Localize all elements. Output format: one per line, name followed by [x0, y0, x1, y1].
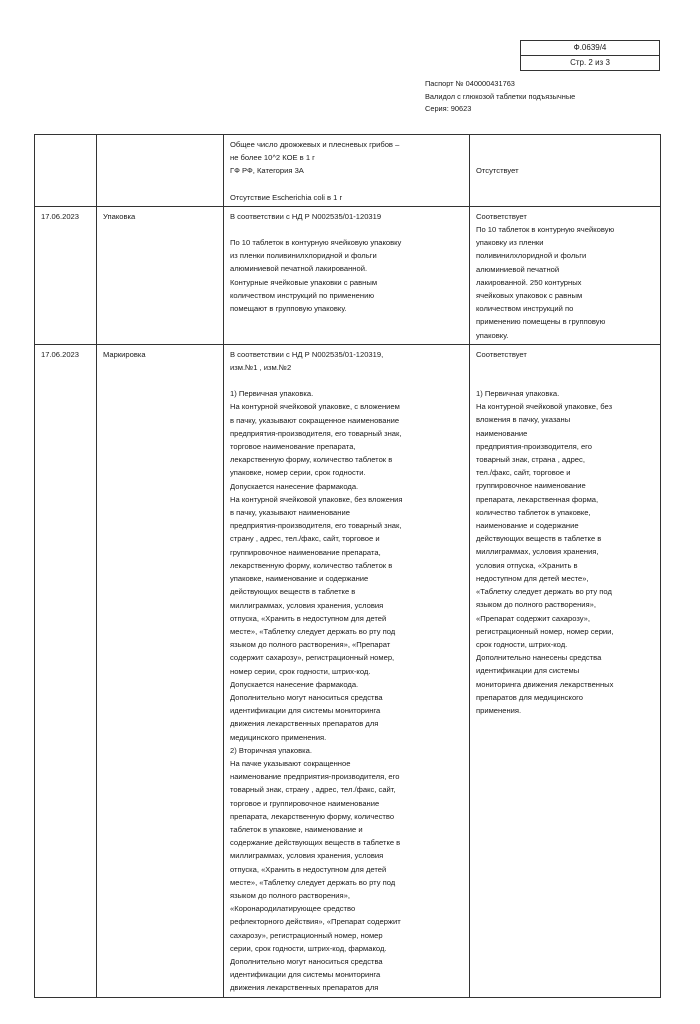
requirement-cell	[224, 206, 470, 344]
table-row	[35, 135, 661, 207]
result-line: Соответствует	[476, 349, 527, 359]
result-line: товарный знак, страна , адрес,	[476, 455, 585, 465]
result-line: препаратов для медицинского	[476, 692, 584, 702]
result-line: поливинилхлоридной и фольги	[476, 251, 587, 261]
parameter-cell	[97, 135, 224, 207]
requirement-line: рефлекторного действия», «Препарат содержит	[230, 917, 401, 927]
requirement-line: месте», «Таблетку следует держать во рту под	[230, 626, 396, 636]
requirement-cell	[224, 344, 470, 997]
result-cell	[470, 344, 661, 997]
result-line: наименование	[476, 428, 528, 438]
requirement-line: содержит сахарозу», регистрационный номер,	[230, 653, 395, 663]
requirement-line: торговое и группировочное наименование	[230, 798, 380, 808]
result-line: тел./факс, сайт, торговое и	[476, 468, 571, 478]
requirement-line: Общее число дрожжевых и плесневых грибов –	[230, 140, 400, 149]
requirement-line: из пленки поливинилхлоридной и фольги	[230, 251, 377, 261]
requirement-line: По 10 таблеток в контурную ячейковую упаковку	[230, 238, 402, 248]
requirement-line: миллиграммах, условия хранения, условия	[230, 600, 384, 610]
requirement-line: движения лекарственных препаратов для	[230, 719, 379, 729]
result-line: регистрационный номер, номер серии,	[476, 626, 614, 636]
result-line: языком до полного растворения»,	[476, 600, 596, 610]
result-line: количеством инструкций по	[476, 304, 574, 314]
requirement-line	[230, 178, 465, 191]
requirement-line: предприятия-производителя, его товарный знак,	[230, 521, 402, 531]
requirement-line: Допускается нанесение фармакода.	[230, 679, 359, 689]
result-line: вложения в пачку, указаны	[476, 415, 571, 425]
result-line: условия отпуска, «Хранить в	[476, 560, 578, 570]
page-number: Стр. 2 из 3	[521, 55, 659, 70]
requirement-line: Дополнительно могут наноситься средства	[230, 956, 383, 966]
result-line: применения.	[476, 705, 522, 715]
requirement-line: движения лекарственных препаратов для	[230, 983, 379, 993]
requirement-line: серии, срок годности, штрих-код, фармакод.	[230, 943, 387, 953]
requirement-line: На контурной ячейковой упаковке, без вложения	[230, 494, 403, 504]
requirement-line: таблеток в упаковке, наименование и	[230, 824, 363, 834]
result-line: применению помещены в групповую	[476, 317, 606, 327]
requirement-line: в пачку, указывают сокращенное наименование	[230, 415, 400, 425]
requirement-line: отпуска, «Хранить в недоступном для детей	[230, 613, 387, 623]
result-line: количество таблеток в упаковке,	[476, 507, 591, 517]
result-line: предприятия-производителя, его	[476, 441, 593, 451]
requirement-line: количеством инструкций по применению	[230, 290, 375, 300]
passport-header	[425, 78, 575, 116]
requirement-line: наименование предприятия-производителя, его	[230, 772, 400, 782]
result-line	[476, 374, 656, 387]
requirement-line: содержание действующих веществ в таблетке в	[230, 838, 401, 848]
table-row	[35, 206, 661, 344]
result-line: «Таблетку следует держать во рту под	[476, 587, 612, 597]
requirement-line: идентификации для системы мониторинга	[230, 706, 381, 716]
requirement-line: Контурные ячейковые упаковки с равным	[230, 277, 378, 287]
result-line: упаковку из пленки	[476, 238, 544, 248]
requirement-line: алюминиевой печатной лакированной.	[230, 264, 368, 274]
date-cell: 17.06.2023	[35, 344, 97, 997]
requirement-line: В соответствии с НД Р N002535/01-120319	[230, 211, 382, 221]
date-cell: 17.06.2023	[35, 206, 97, 344]
result-line: Соответствует	[476, 211, 527, 221]
requirement-line: ГФ РФ, Категория 3А	[230, 166, 304, 176]
result-line: препарата, лекарственная форма,	[476, 494, 599, 504]
result-line: действующих веществ в таблетке в	[476, 534, 602, 544]
requirement-line: действующих веществ в таблетке в	[230, 587, 356, 597]
requirement-line: торговое наименование препарата,	[230, 442, 356, 452]
requirement-line: лекарственную форму, количество таблеток в	[230, 560, 393, 570]
form-code: Ф.0639/4	[573, 43, 607, 52]
requirement-line: группировочное наименование препарата,	[230, 547, 381, 557]
requirement-line: На пачке указывают сокращенное	[230, 758, 351, 768]
result-line: недоступном для детей месте»,	[476, 573, 589, 583]
series-number: Серия: 90623	[425, 104, 472, 113]
result-line: мониторинга движения лекарственных	[476, 679, 614, 689]
requirement-line: номер серии, срок годности, штрих-код.	[230, 666, 371, 676]
result-line	[476, 138, 656, 151]
requirement-line: Отсутствие Escherichia coli в 1 г	[230, 192, 343, 202]
date-cell	[35, 135, 97, 207]
requirement-line: идентификации для системы мониторинга	[230, 970, 381, 980]
requirement-line: предприятия-производителя, его товарный знак,	[230, 428, 402, 438]
requirement-cell	[224, 135, 470, 207]
result-line: лакированной. 250 контурных	[476, 277, 582, 287]
requirement-line: На контурной ячейковой упаковке, с вложением	[230, 402, 400, 412]
result-line: срок годности, штрих-код.	[476, 639, 568, 649]
requirement-line: товарный знак, страну , адрес, тел./факс, сайт,	[230, 785, 396, 795]
result-line: упаковку.	[476, 330, 509, 340]
requirement-line: не более 10^2 КОЕ в 1 г	[230, 153, 315, 163]
requirement-line: 2) Вторичная упаковка.	[230, 745, 312, 755]
requirement-line: препарата, лекарственную форму, количество	[230, 811, 395, 821]
requirement-line: лекарственную форму, количество таблеток в	[230, 455, 393, 465]
result-line	[476, 151, 656, 164]
requirement-line: в пачку, указывают наименование	[230, 508, 350, 518]
requirement-line: Дополнительно могут наноситься средства	[230, 692, 383, 702]
requirement-line: Допускается нанесение фармакода.	[230, 481, 359, 491]
result-line: алюминиевой печатной	[476, 264, 560, 274]
requirement-line: медицинского применения.	[230, 732, 327, 742]
requirement-line	[230, 223, 465, 236]
result-line: группировочное наименование	[476, 481, 586, 491]
result-cell	[470, 206, 661, 344]
requirement-line: В соответствии с НД Р N002535/01-120319,	[230, 349, 384, 359]
requirement-line: миллиграммах, условия хранения, условия	[230, 851, 384, 861]
requirement-line: языком до полного растворения», «Препарат	[230, 640, 391, 650]
form-code-box	[520, 40, 660, 71]
requirement-line	[230, 374, 465, 387]
parameter-cell: Маркировка	[97, 344, 224, 997]
requirement-line: языком до полного растворения»,	[230, 890, 350, 900]
result-line: идентификации для системы	[476, 666, 580, 676]
requirement-line: изм.№1 , изм.№2	[230, 363, 292, 373]
requirement-line: упаковке, наименование и содержание	[230, 574, 369, 584]
parameter-cell: Упаковка	[97, 206, 224, 344]
result-line: ячейковых упаковок с равным	[476, 291, 583, 301]
requirement-line: сахарозу», регистрационный номер, номер	[230, 930, 383, 940]
requirement-line: упаковке, номер серии, срок годности.	[230, 468, 366, 478]
product-name: Валидол с глюкозой таблетки подъязычные	[425, 91, 576, 101]
result-line: На контурной ячейковой упаковке, без	[476, 402, 613, 412]
result-line: «Препарат содержит сахарозу»,	[476, 613, 590, 623]
requirement-line: месте», «Таблетку следует держать во рту под	[230, 877, 396, 887]
result-cell	[470, 135, 661, 207]
requirement-line: помещают в групповую упаковку.	[230, 304, 347, 314]
result-line: миллиграммах, условия хранения,	[476, 547, 599, 557]
result-line: 1) Первичная упаковка.	[476, 389, 560, 399]
requirement-line: отпуска, «Хранить в недоступном для детей	[230, 864, 387, 874]
requirement-line: «Коронародилатирующее средство	[230, 904, 356, 914]
result-line	[476, 361, 656, 374]
result-line: По 10 таблеток в контурную ячейковую	[476, 225, 615, 235]
result-line: наименование и содержание	[476, 521, 579, 531]
result-line: Дополнительно нанесены средства	[476, 653, 602, 663]
quality-table	[34, 134, 661, 998]
requirement-line: 1) Первичная упаковка.	[230, 389, 314, 399]
result-line: Отсутствует	[476, 166, 519, 175]
passport-number: Паспорт № 040000431763	[425, 79, 515, 88]
requirement-line: страну , адрес, тел./факс, сайт, торговое и	[230, 534, 380, 544]
table-row	[35, 344, 661, 997]
